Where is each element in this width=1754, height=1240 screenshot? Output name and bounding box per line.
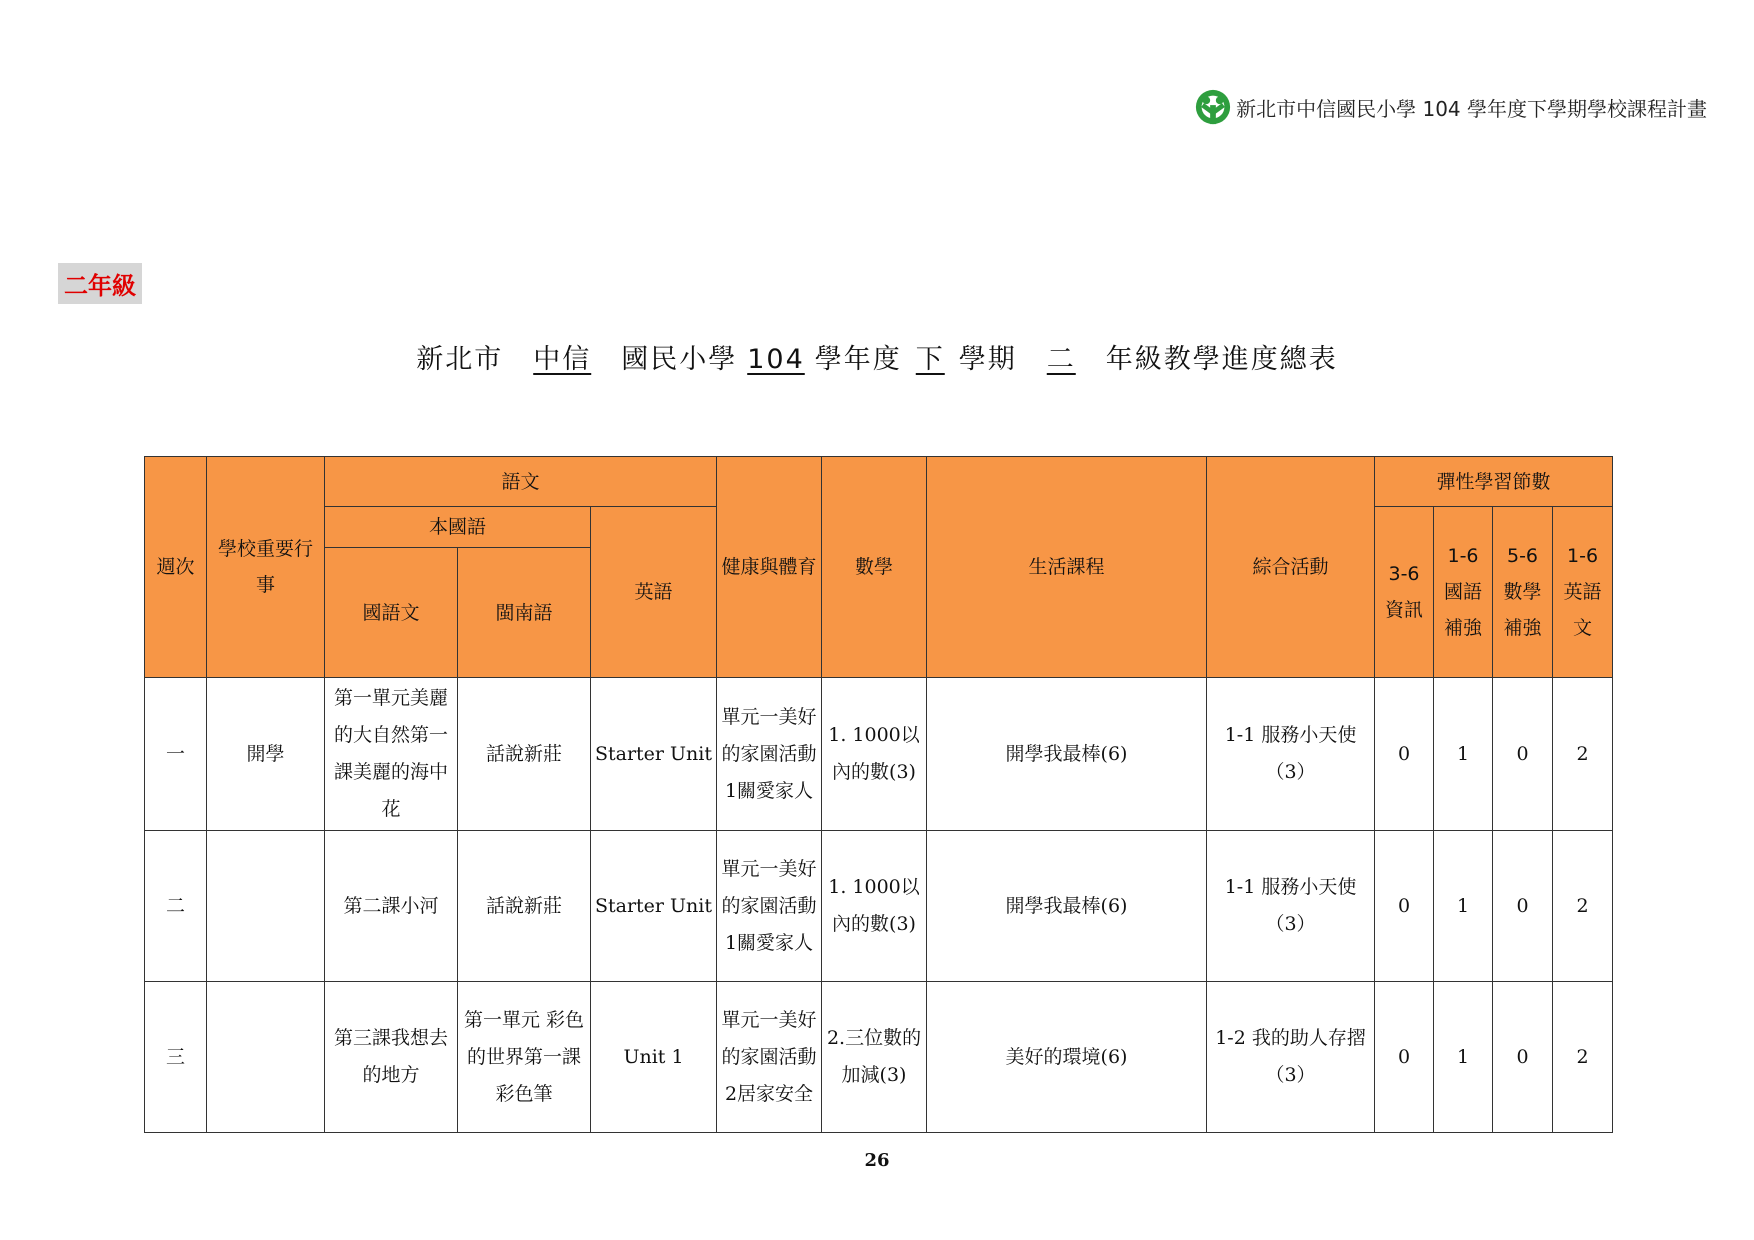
cell-minnan: 話說新莊 (458, 678, 591, 831)
title-mid2: 學年度 (814, 344, 902, 375)
cell-week: 三 (145, 982, 207, 1133)
cell-math: 2.三位數的加減(3) (822, 982, 927, 1133)
cell-minnan: 第一單元 彩色的世界第一課彩色筆 (458, 982, 591, 1133)
header-flex-mandarin: 1-6 國語補強 (1434, 507, 1493, 678)
title-grade: 二 (1046, 344, 1076, 375)
title-prefix: 新北市 (416, 344, 504, 375)
title-mid3: 學期 (958, 344, 1017, 375)
cell-flex-math: 0 (1493, 831, 1553, 982)
cell-life: 開學我最棒(6) (927, 678, 1207, 831)
cell-flex-english: 2 (1553, 831, 1613, 982)
header-minnan: 閩南語 (458, 548, 591, 678)
cell-math: 1. 1000以內的數(3) (822, 831, 927, 982)
cell-pe: 單元一美好的家園活動1關愛家人 (717, 831, 822, 982)
cell-mandarin: 第一單元美麗的大自然第一課美麗的海中花 (325, 678, 458, 831)
cell-integrated: 1-1 服務小天使（3） (1207, 831, 1375, 982)
header-flex-english: 1-6 英語文 (1553, 507, 1613, 678)
cell-integrated: 1-1 服務小天使（3） (1207, 678, 1375, 831)
cell-week: 一 (145, 678, 207, 831)
cell-mandarin: 第三課我想去的地方 (325, 982, 458, 1133)
header-english: 英語 (591, 507, 717, 678)
header-integrated: 綜合活動 (1207, 457, 1375, 678)
cell-english: Unit 1 (591, 982, 717, 1133)
cell-life: 美好的環境(6) (927, 982, 1207, 1133)
title-school: 中信 (533, 344, 592, 375)
header-mandarin-group: 本國語 (325, 507, 591, 548)
header-events: 學校重要行事 (207, 457, 325, 678)
cell-flex-math: 0 (1493, 982, 1553, 1133)
header-flex: 彈性學習節數 (1375, 457, 1613, 507)
cell-pe: 單元一美好的家園活動2居家安全 (717, 982, 822, 1133)
title-suffix: 年級教學進度總表 (1105, 344, 1338, 375)
cell-pe: 單元一美好的家園活動1關愛家人 (717, 678, 822, 831)
cell-flex-info: 0 (1375, 831, 1434, 982)
schedule-table (144, 456, 1613, 1133)
school-logo-icon (1194, 88, 1232, 126)
cell-events (207, 831, 325, 982)
header-flex-info: 3-6 資訊 (1375, 507, 1434, 678)
cell-minnan: 話說新莊 (458, 831, 591, 982)
cell-english: Starter Unit (591, 831, 717, 982)
cell-flex-math: 0 (1493, 678, 1553, 831)
cell-week: 二 (145, 831, 207, 982)
cell-life: 開學我最棒(6) (927, 831, 1207, 982)
table-row (145, 678, 1613, 831)
cell-english: Starter Unit (591, 678, 717, 831)
cell-flex-english: 2 (1553, 982, 1613, 1133)
cell-flex-mandarin: 1 (1434, 678, 1493, 831)
title-year: 104 (747, 344, 805, 375)
cell-flex-english: 2 (1553, 678, 1613, 831)
cell-integrated: 1-2 我的助人存摺（3） (1207, 982, 1375, 1133)
cell-flex-info: 0 (1375, 678, 1434, 831)
cell-flex-info: 0 (1375, 982, 1434, 1133)
title-term: 下 (915, 344, 945, 375)
cell-flex-mandarin: 1 (1434, 831, 1493, 982)
page-header (1194, 88, 1707, 126)
header-life: 生活課程 (927, 457, 1207, 678)
header-week: 週次 (145, 457, 207, 678)
cell-events (207, 982, 325, 1133)
header-flex-math: 5-6 數學補強 (1493, 507, 1553, 678)
grade-tag: 二年級 (58, 263, 142, 304)
cell-math: 1. 1000以內的數(3) (822, 678, 927, 831)
cell-flex-mandarin: 1 (1434, 982, 1493, 1133)
cell-mandarin: 第二課小河 (325, 831, 458, 982)
table-row (145, 831, 1613, 982)
header-text: 新北市中信國民小學 104 學年度下學期學校課程計畫 (1236, 96, 1707, 121)
header-mandarin: 國語文 (325, 548, 458, 678)
header-language: 語文 (325, 457, 717, 507)
cell-events: 開學 (207, 678, 325, 831)
page-title (0, 337, 1754, 376)
header-pe: 健康與體育 (717, 457, 822, 678)
page-number: 26 (864, 1150, 890, 1171)
header-math: 數學 (822, 457, 927, 678)
table-row (145, 982, 1613, 1133)
title-mid1: 國民小學 (621, 344, 738, 375)
